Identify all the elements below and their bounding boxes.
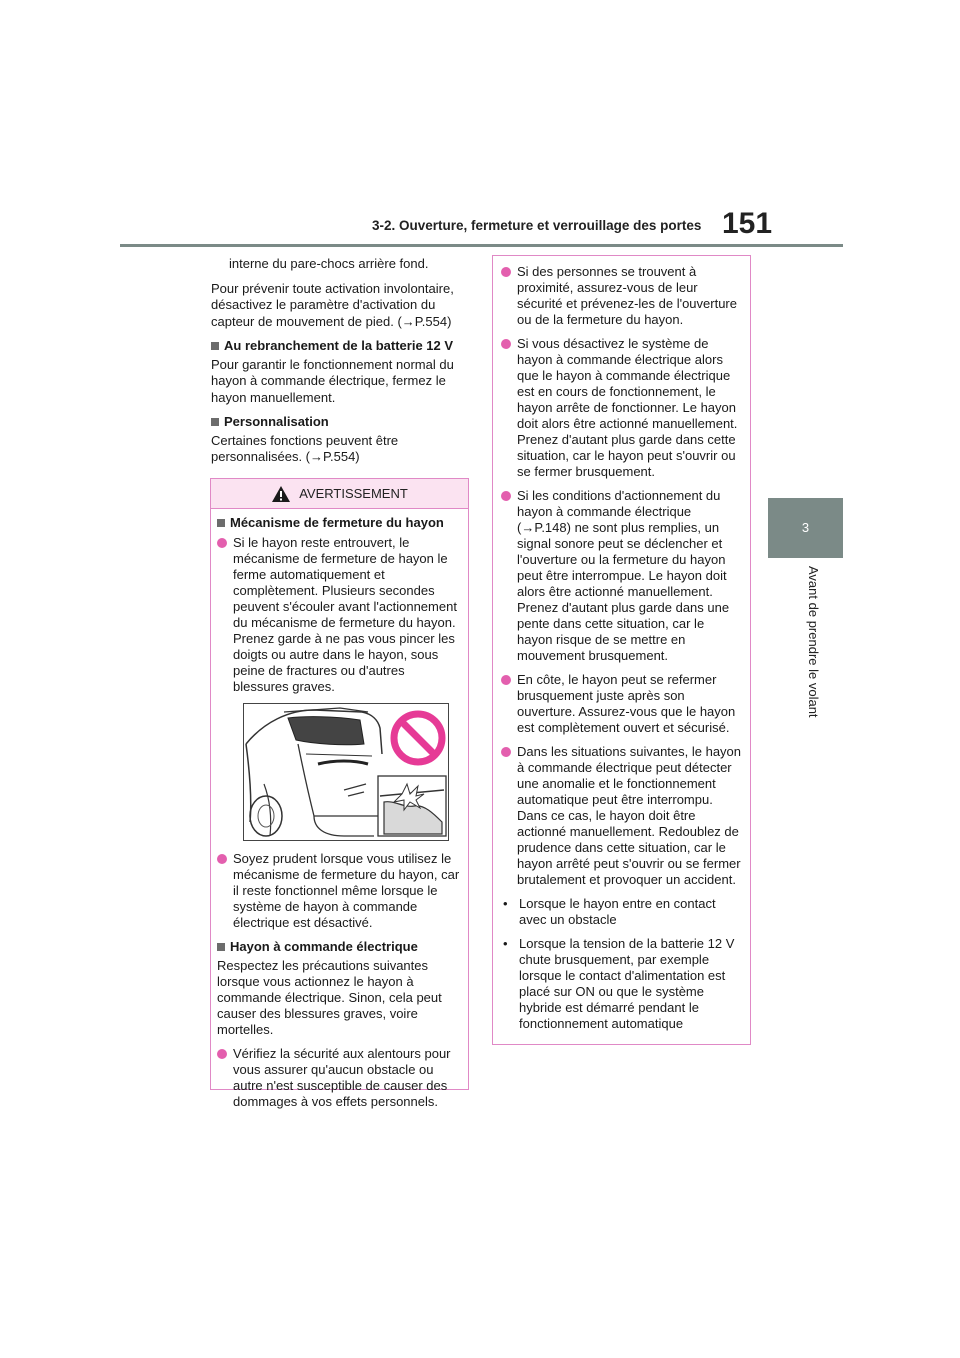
foot-sensor-paragraph: Pour prévenir toute activation involontaire, désactivez le paramètre d'activation du capteur de mouvement de pied. (→P.554) [211, 280, 454, 329]
square-bullet-icon [211, 342, 219, 350]
list-item: Soyez prudent lorsque vous utilisez le mécanisme de fermeture du hayon, car il reste fonctionnel même lorsque le système de hayon à commande électrique est désactivé. [217, 851, 462, 931]
list-item: Dans les situations suivantes, le hayon à commande électrique peut détecter une anomalie et le fonctionnement automatique peut être interrompu. Dans ce cas, le hayon doit être actionné manuellement. Redoublez de prudence dans cette situation, car le hayon arrêté peut s'ouvrir ou se fermer brutalement et provoquer un accident. [501, 744, 742, 888]
square-bullet-icon [211, 418, 219, 426]
chapter-tab: 3 [768, 498, 843, 558]
precautions-paragraph: Respectez les précautions suivantes lorsque vous actionnez le hayon à commande électrique. Sinon, cela peut causer des blessures graves, voire mortelles. [217, 958, 442, 1037]
list-item: Si des personnes se trouvent à proximité, assurez-vous de leur sécurité et prévenez-les de l'ouverture ou de la fermeture du hayon. [501, 264, 742, 328]
sub-list-item: • Lorsque le hayon entre en contact avec un obstacle [503, 896, 716, 927]
sub-bullet-icon: • [503, 936, 508, 951]
battery-heading: Au rebranchement de la batterie 12 V [211, 338, 471, 355]
warning-triangle-icon [271, 485, 291, 503]
square-bullet-icon [217, 943, 225, 951]
bullet-dot-icon [501, 675, 511, 685]
chapter-label-text: Avant de prendre le volant [806, 566, 821, 718]
bullet-dot-icon [501, 491, 511, 501]
bullet-dot-icon [217, 538, 227, 548]
square-bullet-icon [217, 519, 225, 527]
bullet-dot-icon [501, 339, 511, 349]
warning-title: AVERTISSEMENT [299, 486, 408, 501]
left-column [211, 256, 471, 474]
sub-bullet-icon: • [503, 896, 508, 911]
sub-list-item: • Lorsque la tension de la batterie 12 V chute brusquement, par exemple lorsque le contact d'alimentation est placé sur ON ou que le système hybride est démarré pendant le fonctionnement automatique [503, 936, 735, 1031]
list-item: En côte, le hayon peut se refermer brusquement juste après son ouverture. Assurez-vous que le hayon est complètement ouvert et sécurisé. [501, 672, 742, 736]
bullet-dot-icon [217, 854, 227, 864]
bullet-dot-icon [501, 747, 511, 757]
warning-box-continued [492, 255, 751, 1045]
list-item: Vérifiez la sécurité aux alentours pour vous assurer qu'aucun obstacle ou autre n'est susceptible de causer des dommages à vos effets personnels. [217, 1046, 462, 1110]
chapter-label [806, 566, 824, 746]
page-number: 151 [722, 207, 773, 240]
bullet-dot-icon [217, 1049, 227, 1059]
tailgate-illustration [243, 703, 449, 841]
custom-paragraph: Certaines fonctions peuvent être personnalisées. (→P.554) [211, 432, 399, 464]
section-title: 3-2. Ouverture, fermeture et verrouillage des portes [372, 218, 702, 233]
custom-heading: Personnalisation [211, 414, 471, 431]
list-item: Si les conditions d'actionnement du hayon à commande électrique (→P.148) ne sont plus remplies, un signal sonore peut se déclencher et l'ouverture ou la fermeture du hayon peut être interrompue. Le hayon doit alors être actionné manuellement. Prenez d'autant plus garde dans une pente dans cette situation, car le hayon risque de se mettre en mouvement brusquement. [501, 488, 742, 664]
battery-paragraph: Pour garantir le fonctionnement normal du hayon à commande électrique, fermez le hayon manuellement. [211, 356, 454, 405]
bullet-dot-icon [501, 267, 511, 277]
warning-header [211, 479, 468, 509]
header-rule [120, 244, 843, 247]
intro-text: interne du pare-chocs arrière fond. [229, 256, 429, 271]
warning-box [210, 478, 469, 1109]
list-item: Si vous désactivez le système de hayon à commande électrique alors que le hayon à commande électrique est en cours de fonctionnement, le hayon arrête de fonctionner. Le hayon doit alors être actionné manuellement. Prenez d'autant plus garde dans cette situation, car le hayon peut s'ouvrir ou se fermer brusquement. [501, 336, 742, 480]
list-item: Si le hayon reste entrouvert, le mécanisme de fermeture de hayon le ferme automatiquement et complètement. Plusieurs secondes peuvent s'écouler avant l'actionnement du mécanisme de fermeture du hayon. Prenez garde à ne pas vous pincer les doigts ou autre dans le hayon, sous peine de fractures ou d'autres blessures graves. [217, 535, 462, 695]
closer-heading: Mécanisme de fermeture du hayon [217, 515, 462, 532]
power-tailgate-heading: Hayon à commande électrique [217, 939, 462, 956]
tailgate-pinch-illustration [244, 704, 449, 841]
